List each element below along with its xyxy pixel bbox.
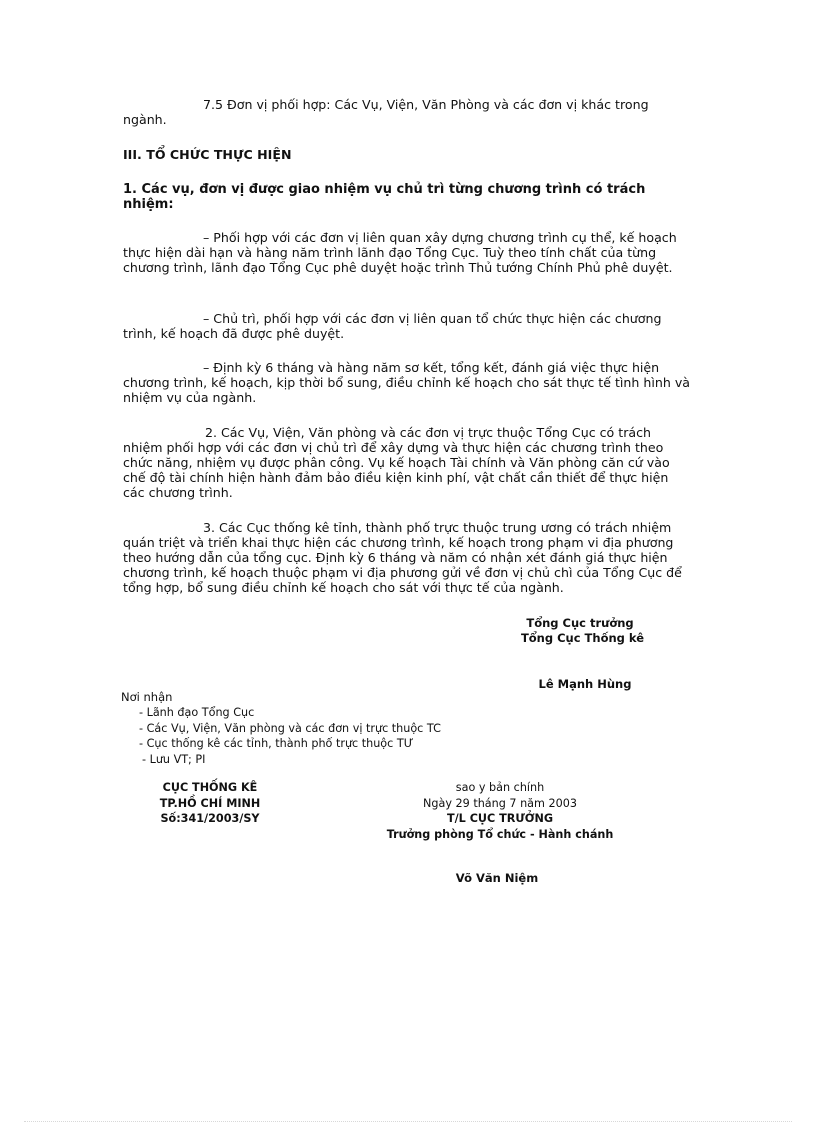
item-3-text: 3. Các Cục thống kê tỉnh, thành phố trực thuộc trung ương có trách nhiệm quán triệt và triển khai thực hiện các chương trình, kế hoạch trong phạm vi địa phương theo hướng dẫn của tổng cục. Định kỳ 6 tháng và năm có nhận xét đánh giá thực hiện chương trình, kế hoạch thuộc phạm vi địa phương gửi về đơn vị chủ chì của Tổng Cục để tổng hợp, bổ sung điều chỉnh kế hoạch cho sát với thực tế của ngành. (123, 520, 682, 595)
section-7-5-continuation: ngành. (123, 112, 167, 127)
copy-note: sao y bản chính (455, 781, 545, 794)
recipient-item: - Lưu VT; PI (142, 752, 206, 766)
recipients-label: Nơi nhận (121, 690, 173, 704)
item-2-text: 2. Các Vụ, Viện, Văn phòng và các đơn vị trực thuộc Tổng Cục có trách nhiệm phối hợp với các đơn vị chủ trì để xây dựng và thực hiện các chương trình theo chức năng, nhiệm vụ được phân công. Vụ kế hoạch Tài chính và Văn phòng căn cứ vào chế độ tài chính hiện hành đảm bảo điều kiện kinh phí, vật chất cần thiết để thực hiện các chương trình. (123, 425, 670, 500)
item1-heading (123, 182, 683, 212)
item1-heading-text: 1. Các vụ, đơn vị được giao nhiệm vụ chủ trì từng chương trình có trách nhiệm: (123, 182, 646, 212)
copy-certification-block (370, 780, 630, 842)
copy-agency: CỤC THỐNG KÊ (162, 781, 258, 794)
signature-position: Tổng Cục trưởng (526, 616, 634, 630)
copy-signer: Võ Văn Niệm (455, 871, 539, 885)
recipient-item: - Lãnh đạo Tổng Cục (139, 706, 255, 719)
bullet-3-text: – Định kỳ 6 tháng và hàng năm sơ kết, tổng kết, đánh giá việc thực hiện chương trình, kế hoạch, kịp thời bổ sung, điều chỉnh kế hoạch cho sát thực tế tình hình và nhiệm vụ của ngành. (123, 360, 690, 405)
item-2 (123, 425, 693, 500)
copy-date: Ngày 29 tháng 7 năm 2003 (423, 796, 577, 810)
copy-agency-block (120, 780, 300, 827)
copy-department: Trưởng phòng Tổ chức - Hành chánh (386, 827, 614, 841)
recipients-list (139, 705, 441, 767)
copy-city: TP.HỒ CHÍ MINH (159, 796, 261, 810)
recipient-item: - Các Vụ, Viện, Văn phòng và các đơn vị trực thuộc TC (139, 721, 441, 735)
section-3-title: III. TỔ CHỨC THỰC HIỆN (123, 147, 292, 162)
section-7-5-text: 7.5 Đơn vị phối hợp: Các Vụ, Viện, Văn Phòng và các đơn vị khác trong (203, 97, 649, 112)
bullet-2 (123, 311, 693, 341)
copy-on-behalf: T/L CỤC TRƯỞNG (446, 812, 554, 825)
signature-name: Lê Mạnh Hùng (538, 677, 632, 691)
bullet-1 (123, 230, 693, 275)
bullet-3 (123, 360, 693, 405)
recipient-item: - Cục thống kê các tỉnh, thành phố trực thuộc TƯ (139, 737, 414, 750)
section-7-5 (123, 97, 693, 127)
bullet-1-text: – Phối hợp với các đơn vị liên quan xây dựng chương trình cụ thể, kế hoạch thực hiện dài hạn và hàng năm trình lãnh đạo Tổng Cục. Tuỳ theo tính chất của từng chương trình, lãnh đạo Tổng Cục phê duyệt hoặc trình Thủ tướng Chính Phủ phê duyệt. (123, 230, 677, 275)
signature-organization: Tổng Cục Thống kê (520, 631, 645, 645)
copy-number: Số:341/2003/SY (160, 812, 260, 825)
bullet-2-text: – Chủ trì, phối hợp với các đơn vị liên quan tổ chức thực hiện các chương trình, kế hoạch đã được phê duyệt. (123, 311, 662, 341)
page-bottom-border (24, 1121, 792, 1122)
item-3 (123, 520, 693, 595)
